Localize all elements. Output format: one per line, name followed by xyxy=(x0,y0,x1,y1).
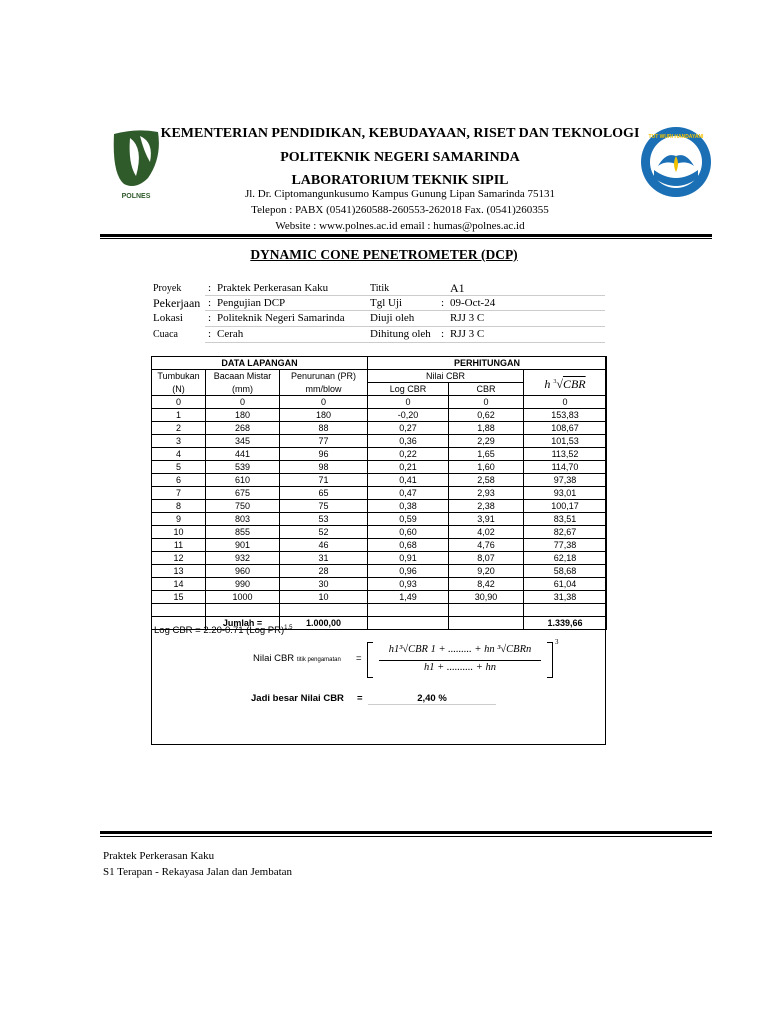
cell-cbr: 3,91 xyxy=(449,513,524,526)
cell-tumbukan: 8 xyxy=(152,500,206,513)
header-divider-thin xyxy=(100,238,712,239)
cell-cbr: 0,62 xyxy=(449,409,524,422)
cell-penurunan: 98 xyxy=(280,461,368,474)
right-bracket xyxy=(547,642,553,678)
pekerjaan-value: Pengujian DCP xyxy=(217,297,286,309)
tut-wuri-logo-text: TUT WURI HANDAYANI xyxy=(648,134,704,140)
cell-h-cbr: 58,68 xyxy=(524,565,607,578)
cell-bacaan-mistar: 675 xyxy=(206,487,280,500)
cell-penurunan: 71 xyxy=(280,474,368,487)
tgl-uji-label: Tgl Uji xyxy=(370,297,403,309)
dihitung-oleh-value: RJJ 3 C xyxy=(450,328,485,340)
root-symbol: √ xyxy=(556,376,563,391)
footer-divider-thin xyxy=(100,836,712,837)
pekerjaan-label: Pekerjaan xyxy=(153,296,201,310)
cell-cbr: 8,07 xyxy=(449,552,524,565)
footer-program: S1 Terapan - Rekayasa Jalan dan Jembatan xyxy=(103,866,293,878)
cell-cbr: 9,20 xyxy=(449,565,524,578)
cell-bacaan-mistar: 750 xyxy=(206,500,280,513)
jumlah-penurunan: 1.000,00 xyxy=(280,617,368,630)
cbr-formula-box xyxy=(367,638,559,678)
left-bracket xyxy=(367,642,373,678)
col-tumbukan: Tumbukan xyxy=(152,370,206,383)
cell-cbr: 1,65 xyxy=(449,448,524,461)
cell-log-cbr: 0,21 xyxy=(368,461,449,474)
cell-penurunan: 0 xyxy=(280,396,368,409)
cell-cbr: 1,60 xyxy=(449,461,524,474)
cell-bacaan-mistar: 610 xyxy=(206,474,280,487)
proyek-value: Praktek Perkerasan Kaku xyxy=(217,282,329,294)
cell-log-cbr: 0,47 xyxy=(368,487,449,500)
h-cbr-root-index: 3 xyxy=(553,378,557,385)
col-bacaan-mistar: Bacaan Mistar xyxy=(206,370,280,383)
nilai-cbr-label-text: Nilai CBR xyxy=(253,653,295,664)
proyek-label: Proyek xyxy=(153,283,182,294)
website: Website : www.polnes.ac.id email : humas@polnes.ac.id xyxy=(275,220,525,232)
cell-h-cbr: 114,70 xyxy=(524,461,607,474)
cell-tumbukan: 4 xyxy=(152,448,206,461)
log-cbr-formula xyxy=(154,625,293,636)
proyek-colon: : xyxy=(208,282,212,294)
cell-tumbukan: 5 xyxy=(152,461,206,474)
cell-h-cbr: 100,17 xyxy=(524,500,607,513)
lokasi-colon: : xyxy=(208,312,212,324)
cell-bacaan-mistar: 180 xyxy=(206,409,280,422)
cell-log-cbr: 0,36 xyxy=(368,435,449,448)
cell-bacaan-mistar: 990 xyxy=(206,578,280,591)
cell-h-cbr: 62,18 xyxy=(524,552,607,565)
nilai-cbr-subscript: titik pengamatan xyxy=(296,657,341,663)
document-title xyxy=(0,247,768,263)
cell-tumbukan: 0 xyxy=(152,396,206,409)
cell-cbr: 1,88 xyxy=(449,422,524,435)
cell-h-cbr: 101,53 xyxy=(524,435,607,448)
cell-bacaan-mistar: 441 xyxy=(206,448,280,461)
cell-h-cbr: 0 xyxy=(524,396,607,409)
cell-log-cbr: 0,41 xyxy=(368,474,449,487)
result-value: 2,40 % xyxy=(368,693,496,705)
cell-log-cbr: 0,60 xyxy=(368,526,449,539)
footer-divider xyxy=(100,831,712,834)
tut-wuri-handayani-logo xyxy=(640,126,712,198)
phone: Telepon : PABX (0541)260588-260553-262018 Fax. (0541)260355 xyxy=(251,204,549,216)
cell-log-cbr: 0 xyxy=(368,396,449,409)
cell-bacaan-mistar: 268 xyxy=(206,422,280,435)
cell-log-cbr: 0,27 xyxy=(368,422,449,435)
tgl-uji-colon: : xyxy=(441,297,445,309)
dihitung-oleh-label: Dihitung oleh xyxy=(370,328,431,340)
cell-tumbukan: 1 xyxy=(152,409,206,422)
col-penurunan: Penurunan (PR) xyxy=(280,370,368,383)
diuji-oleh-label: Diuji oleh xyxy=(370,312,415,324)
cell-penurunan: 31 xyxy=(280,552,368,565)
cell-bacaan-mistar: 960 xyxy=(206,565,280,578)
cell-log-cbr: 0,91 xyxy=(368,552,449,565)
cell-tumbukan: 12 xyxy=(152,552,206,565)
titik-value: A1 xyxy=(450,281,465,295)
cell-h-cbr: 153,83 xyxy=(524,409,607,422)
cell-h-cbr: 82,67 xyxy=(524,526,607,539)
formula-power: 3 xyxy=(555,638,559,646)
cell-tumbukan: 2 xyxy=(152,422,206,435)
pekerjaan-colon: : xyxy=(208,297,212,309)
col-tumbukan-unit: (N) xyxy=(152,383,206,396)
log-cbr-formula-text: Log CBR = 2.20-0.71 (Log PR) xyxy=(154,625,285,637)
table-outer-border xyxy=(151,356,606,745)
cell-penurunan: 53 xyxy=(280,513,368,526)
cell-log-cbr: 0,38 xyxy=(368,500,449,513)
cell-cbr: 2,93 xyxy=(449,487,524,500)
dihitung-oleh-colon: : xyxy=(441,328,445,340)
col-cbr: CBR xyxy=(449,383,524,396)
address: Jl. Dr. Ciptomangunkusumo Kampus Gunung Lipan Samarinda 75131 xyxy=(244,188,556,200)
info-rule xyxy=(205,295,605,296)
document-title-text: DYNAMIC CONE PENETROMETER (DCP) xyxy=(250,247,518,262)
cell-tumbukan: 14 xyxy=(152,578,206,591)
info-rule xyxy=(205,326,605,327)
cell-bacaan-mistar: 932 xyxy=(206,552,280,565)
cell-penurunan: 75 xyxy=(280,500,368,513)
cell-penurunan: 52 xyxy=(280,526,368,539)
cell-bacaan-mistar: 0 xyxy=(206,396,280,409)
formula-denominator: h1 + .......... + hn xyxy=(424,662,496,673)
cell-penurunan: 30 xyxy=(280,578,368,591)
cell-h-cbr: 113,52 xyxy=(524,448,607,461)
cell-log-cbr: 1,49 xyxy=(368,591,449,604)
log-cbr-exponent: 1.5 xyxy=(284,625,293,631)
cell-penurunan: 10 xyxy=(280,591,368,604)
cuaca-label: Cuaca xyxy=(153,329,178,340)
cell-h-cbr: 97,38 xyxy=(524,474,607,487)
jumlah-h-cbr: 1.339,66 xyxy=(524,617,607,630)
cuaca-value: Cerah xyxy=(217,328,244,340)
cell-log-cbr: -0,20 xyxy=(368,409,449,422)
equals-sign: = xyxy=(356,653,362,664)
cell-cbr: 2,29 xyxy=(449,435,524,448)
cell-cbr: 4,02 xyxy=(449,526,524,539)
perhitungan-header: PERHITUNGAN xyxy=(368,357,607,370)
lab-name: LABORATORIUM TEKNIK SIPIL xyxy=(291,173,509,188)
cell-bacaan-mistar: 345 xyxy=(206,435,280,448)
lokasi-value: Politeknik Negeri Samarinda xyxy=(217,312,345,324)
cell-penurunan: 180 xyxy=(280,409,368,422)
cell-penurunan: 88 xyxy=(280,422,368,435)
cell-bacaan-mistar: 855 xyxy=(206,526,280,539)
cell-tumbukan: 11 xyxy=(152,539,206,552)
cell-cbr: 8,42 xyxy=(449,578,524,591)
lokasi-label: Lokasi xyxy=(153,312,183,324)
h-cbr-cbr: CBR xyxy=(562,376,586,391)
cell-h-cbr: 108,67 xyxy=(524,422,607,435)
cell-h-cbr: 83,51 xyxy=(524,513,607,526)
cell-tumbukan: 15 xyxy=(152,591,206,604)
institution-name: POLITEKNIK NEGERI SAMARINDA xyxy=(280,150,520,165)
cell-tumbukan: 6 xyxy=(152,474,206,487)
nilai-cbr-header: Nilai CBR xyxy=(368,370,524,383)
cell-bacaan-mistar: 803 xyxy=(206,513,280,526)
cell-tumbukan: 7 xyxy=(152,487,206,500)
polnes-logo-text: POLNES xyxy=(121,193,151,200)
data-lapangan-header: DATA LAPANGAN xyxy=(152,357,368,370)
cell-log-cbr: 0,59 xyxy=(368,513,449,526)
cell-log-cbr: 0,96 xyxy=(368,565,449,578)
titik-label: Titik xyxy=(370,283,390,294)
cuaca-colon: : xyxy=(208,328,212,340)
cell-log-cbr: 0,22 xyxy=(368,448,449,461)
cell-tumbukan: 3 xyxy=(152,435,206,448)
cell-cbr: 30,90 xyxy=(449,591,524,604)
cell-log-cbr: 0,68 xyxy=(368,539,449,552)
cell-h-cbr: 93,01 xyxy=(524,487,607,500)
fraction-bar xyxy=(379,660,541,661)
cell-cbr: 4,76 xyxy=(449,539,524,552)
cell-penurunan: 96 xyxy=(280,448,368,461)
info-rule xyxy=(205,342,605,343)
nilai-cbr-label xyxy=(253,653,341,664)
cell-tumbukan: 10 xyxy=(152,526,206,539)
info-rule xyxy=(205,310,605,311)
col-bacaan-unit: (mm) xyxy=(206,383,280,396)
cell-bacaan-mistar: 1000 xyxy=(206,591,280,604)
cell-cbr: 0 xyxy=(449,396,524,409)
tgl-uji-value: 09-Oct-24 xyxy=(450,297,496,309)
col-penurunan-unit: mm/blow xyxy=(280,383,368,396)
jumlah-label: Jumlah = xyxy=(206,617,280,630)
formula-numerator: h1³√CBR 1 + ......... + hn ³√CBRn xyxy=(388,644,532,655)
ministry-name: KEMENTERIAN PENDIDIKAN, KEBUDAYAAN, RISET DAN TEKNOLOGI xyxy=(160,126,640,141)
cell-bacaan-mistar: 539 xyxy=(206,461,280,474)
h-cbr-h: h xyxy=(544,376,551,391)
cell-penurunan: 77 xyxy=(280,435,368,448)
header-divider xyxy=(100,234,712,237)
cell-penurunan: 65 xyxy=(280,487,368,500)
cell-log-cbr: 0,93 xyxy=(368,578,449,591)
cell-tumbukan: 13 xyxy=(152,565,206,578)
cell-penurunan: 46 xyxy=(280,539,368,552)
result-label: Jadi besar Nilai CBR xyxy=(251,693,344,704)
cell-bacaan-mistar: 901 xyxy=(206,539,280,552)
cell-h-cbr: 31,38 xyxy=(524,591,607,604)
footer-course: Praktek Perkerasan Kaku xyxy=(103,850,215,862)
polnes-logo xyxy=(110,128,162,200)
cell-tumbukan: 9 xyxy=(152,513,206,526)
cell-h-cbr: 77,38 xyxy=(524,539,607,552)
result-equals: = xyxy=(357,693,363,704)
cell-h-cbr: 61,04 xyxy=(524,578,607,591)
diuji-oleh-value: RJJ 3 C xyxy=(450,312,485,324)
col-log-cbr: Log CBR xyxy=(368,383,449,396)
cell-penurunan: 28 xyxy=(280,565,368,578)
cell-cbr: 2,38 xyxy=(449,500,524,513)
cell-cbr: 2,58 xyxy=(449,474,524,487)
